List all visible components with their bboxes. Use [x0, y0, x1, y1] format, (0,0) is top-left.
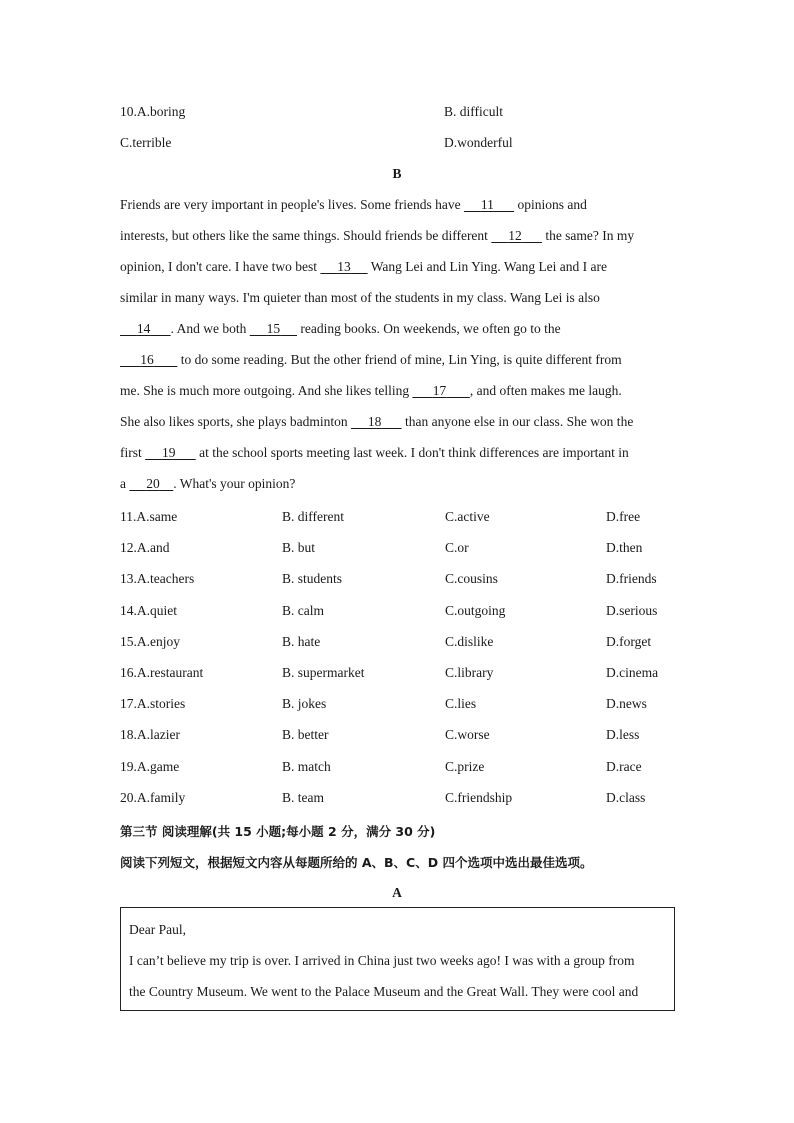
option-18-b: B. better [282, 727, 329, 743]
letter-greeting: Dear Paul, [129, 922, 186, 937]
option-16-a: 16.A.restaurant [120, 665, 204, 680]
option-15-c: C.dislike [445, 633, 494, 649]
option-14-b: B. calm [282, 602, 324, 618]
passage-line: 16 to do some reading. But the other friend of mine, Lin Ying, is quite different from [120, 352, 622, 368]
option-19-a: 19.A.game [120, 758, 180, 774]
passage-line: first 19 at the school sports meeting last week. I don't think differences are important in [120, 445, 629, 460]
blank-19: 19 [162, 445, 176, 460]
option-16-d: D.cinema [606, 665, 659, 680]
passage-line: a 20 . What's your opinion? [120, 476, 296, 491]
section3-title: 第三节 阅读理解(共 15 小题;每小题 2 分，满分 30 分) [120, 824, 436, 839]
passage-line: me. She is much more outgoing. And she likes telling 17 , and often makes me laugh. [120, 383, 622, 398]
option-12-b: B. but [282, 540, 316, 556]
option-20-d: D.class [606, 789, 646, 805]
passage-line: 14 . And we both 15 reading books. On weekends, we often go to the [120, 321, 561, 337]
option-20-c: C.friendship [445, 789, 513, 805]
option-18-a: 18.A.lazier [120, 727, 180, 743]
option-15-a: 15.A.enjoy [120, 633, 180, 649]
q10-option-c: C.terrible [120, 135, 172, 150]
option-15-d: D.forget [606, 633, 652, 649]
passage-line: Friends are very important in people's lives. Some friends have 11 opinions and [120, 197, 587, 212]
option-13-b: B. students [282, 571, 343, 587]
option-17-d: D.news [606, 696, 647, 712]
option-12-c: C.or [445, 540, 469, 556]
passage-line: She also likes sports, she plays badminton 18 than anyone else in our class. She won the [120, 414, 634, 429]
option-12-a: 12.A.and [120, 540, 170, 556]
blank-11: 11 [480, 197, 494, 212]
option-18-d: D.less [606, 727, 640, 743]
blank-12: 12 [508, 228, 522, 243]
blank-18: 18 [367, 414, 382, 429]
option-11-b: B. different [282, 509, 344, 524]
q10-option-d: D.wonderful [444, 135, 513, 150]
option-15-b: B. hate [282, 633, 321, 649]
option-20-b: B. team [282, 789, 324, 805]
option-19-b: B. match [282, 758, 331, 774]
section-a-heading: A [392, 885, 402, 900]
option-18-c: C.worse [445, 727, 490, 743]
option-12-d: D.then [606, 540, 643, 556]
passage-line: similar in many ways. I'm quieter than most of the students in my class. Wang Lei is also [120, 290, 600, 305]
option-17-c: C.lies [445, 696, 477, 712]
option-16-b: B. supermarket [282, 665, 365, 680]
letter-line: the Country Museum. We went to the Palace Museum and the Great Wall. They were cool and [129, 984, 639, 999]
option-13-a: 13.A.teachers [120, 571, 195, 587]
passage-line: interests, but others like the same things. Should friends be different 12 the same? In my [120, 228, 635, 243]
option-11-a: 11.A.same [120, 509, 178, 524]
option-19-c: C.prize [445, 758, 485, 774]
option-19-d: D.race [606, 758, 642, 774]
blank-14: 14 [136, 321, 151, 336]
option-13-d: D.friends [606, 571, 657, 587]
blank-20: 20 [146, 476, 160, 491]
letter-line: I can’t believe my trip is over. I arrived in China just two weeks ago! I was with a group from [129, 953, 635, 968]
option-14-c: C.outgoing [445, 602, 506, 618]
letter-box [120, 907, 675, 1011]
blank-13: 13 [337, 259, 351, 274]
option-11-d: D.free [606, 509, 641, 524]
q10-option-a: 10.A.boring [120, 104, 186, 119]
section-b-heading: B [392, 166, 402, 181]
option-20-a: 20.A.family [120, 789, 186, 805]
blank-17: 17 [432, 383, 447, 398]
option-14-d: D.serious [606, 602, 658, 618]
option-16-c: C.library [445, 665, 494, 680]
section3-instruction: 阅读下列短文，根据短文内容从每题所给的 A、B、C、D 四个选项中选出最佳选项。 [120, 855, 593, 870]
option-11-c: C.active [445, 509, 490, 524]
passage-line: opinion, I don't care. I have two best 13 Wang Lei and Lin Ying. Wang Lei and I are [120, 259, 608, 274]
blank-15: 15 [266, 321, 281, 336]
option-17-a: 17.A.stories [120, 696, 186, 712]
blank-16: 16 [140, 352, 154, 367]
option-13-c: C.cousins [445, 571, 498, 587]
option-14-a: 14.A.quiet [120, 602, 177, 618]
option-17-b: B. jokes [282, 696, 327, 712]
q10-option-b: B. difficult [444, 104, 503, 119]
